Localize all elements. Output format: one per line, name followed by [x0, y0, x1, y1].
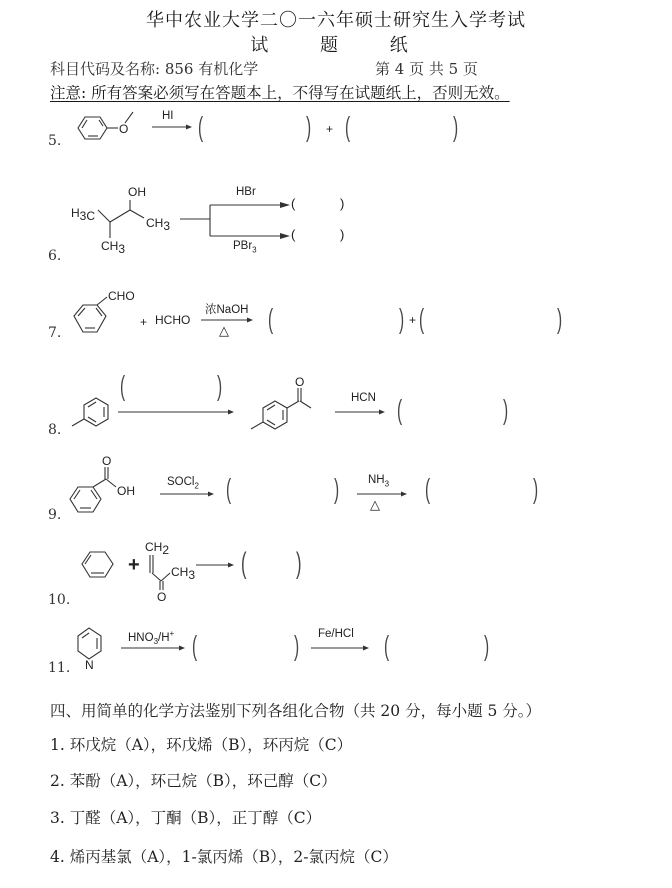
answer-blank-6a-close: ): [340, 196, 345, 211]
section-4-heading: 四、用简单的化学方法鉴别下列各组化合物（共 20 分，每小题 5 分。）: [50, 702, 542, 720]
toluene-structure: [68, 395, 124, 437]
page-info: 第 4 页 共 5 页: [375, 60, 478, 78]
pyridine-structure: [74, 624, 114, 672]
anisole-structure: [70, 108, 140, 148]
arrow-q8b: [335, 409, 385, 415]
notice-text: 注意: 所有答案必须写在答题本上，不得写在试题纸上，否则无效。: [50, 84, 510, 102]
question-number-10: 10.: [48, 592, 71, 608]
answer-blank-5a-open: (: [198, 111, 204, 142]
arrow-q11b: [311, 645, 369, 651]
svg-text:H3C: H3C: [71, 206, 96, 223]
arrow-q8a: [118, 409, 234, 415]
arrow-q5: [152, 124, 192, 130]
arrow-q11a: [121, 645, 185, 651]
answer-blank-11b-close: ): [484, 630, 490, 661]
svg-text:O: O: [295, 375, 305, 389]
answer-blank-11a-close: ): [294, 630, 300, 661]
svg-text:CH3: CH3: [146, 216, 171, 233]
svg-text:O: O: [157, 590, 167, 604]
benzoic-acid-structure: [66, 455, 156, 525]
reagent-hno3-h: $HNO_3/H^+$: [128, 629, 175, 647]
branch-arrows-q6: [180, 200, 290, 244]
answer-blank-9b-open: (: [425, 473, 431, 504]
answer-blank-8b-close: ): [503, 394, 509, 425]
svg-text:CH2: CH2: [145, 540, 170, 557]
question-number-7: 7.: [48, 325, 62, 341]
exam-title: 华中农业大学二〇一六年硕士研究生入学考试: [146, 10, 526, 31]
answer-blank-11a-open: (: [192, 630, 198, 661]
section-4-item-4: 4. 烯丙基氯（A），1-氯丙烯（B），2-氯丙烷（C）: [50, 848, 398, 866]
reactant-hcho: HCHO: [155, 313, 191, 327]
plus-sign: +: [128, 554, 140, 576]
cyclohexadiene-structure: [78, 546, 123, 586]
answer-blank-5b-close: ): [453, 111, 459, 142]
svg-text:CH3: CH3: [101, 239, 126, 256]
question-number-5: 5.: [48, 133, 62, 149]
reagent-hi: HI: [162, 110, 174, 122]
reagent-fe-hcl: Fe/HCl: [318, 628, 354, 640]
question-number-6: 6.: [48, 248, 62, 264]
arrow-q9b: [357, 491, 407, 497]
question-number-11: 11.: [48, 660, 71, 676]
4-methylacetophenone-structure: [243, 370, 323, 440]
svg-text:O: O: [102, 454, 112, 468]
answer-blank-9a-close: ): [334, 473, 340, 504]
answer-blank-7b-open: (: [419, 303, 425, 334]
plus-sign: +: [409, 313, 417, 327]
section-4-item-2: 2. 苯酚（A），环己烷（B），环己醇（C）: [50, 772, 337, 790]
answer-blank-8a-close: ): [217, 370, 223, 401]
answer-blank-10-close: ): [296, 547, 302, 580]
svg-text:OH: OH: [128, 185, 146, 199]
answer-blank-9a-open: (: [226, 473, 232, 504]
3-methyl-2-butanol-structure: [68, 180, 178, 260]
svg-text:CH3: CH3: [171, 565, 196, 582]
section-4-item-3: 3. 丁醛（A），丁酮（B），正丁醇（C）: [50, 809, 322, 827]
methyl-vinyl-ketone-structure: [140, 537, 200, 602]
heat-symbol: △: [219, 323, 229, 338]
svg-text:OH: OH: [117, 484, 135, 498]
arrow-q10: [196, 562, 234, 568]
answer-blank-8b-open: (: [397, 394, 403, 425]
answer-blank-6b-open: (: [291, 227, 296, 242]
subject-label: 科目代码及名称: 856 有机化学: [50, 60, 259, 78]
section-4-item-1: 1. 环戊烷（A），环戊烯（B），环丙烷（C）: [50, 736, 353, 754]
reagent-hcn: HCN: [351, 392, 376, 404]
answer-blank-7a-close: ): [399, 303, 405, 334]
plus-sign: +: [140, 315, 148, 329]
reagent-hbr: HBr: [236, 186, 256, 198]
heat-symbol: △: [370, 497, 380, 512]
answer-blank-6b-close: ): [340, 227, 345, 242]
reagent-conc-naoh: 浓NaOH: [205, 304, 249, 316]
reagent-socl2: SOCl$_2$: [167, 476, 199, 491]
answer-blank-6a-open: (: [291, 196, 296, 211]
arrow-q9a: [160, 491, 214, 497]
answer-blank-11b-open: (: [384, 630, 390, 661]
question-number-9: 9.: [48, 507, 62, 523]
answer-blank-5a-close: ): [306, 111, 312, 142]
plus-sign: +: [326, 122, 334, 136]
answer-blank-7b-close: ): [557, 303, 563, 334]
answer-blank-8a-open: (: [120, 370, 126, 401]
svg-text:CHO: CHO: [108, 289, 135, 303]
svg-text:N: N: [85, 658, 94, 672]
question-number-8: 8.: [48, 422, 62, 438]
answer-blank-9b-close: ): [533, 473, 539, 504]
answer-blank-7a-open: (: [268, 303, 274, 334]
reagent-pbr3: PBr$_3$: [233, 240, 257, 255]
answer-blank-5b-open: (: [345, 111, 351, 142]
svg-text:O: O: [119, 122, 129, 136]
reagent-nh3: $NH_3$: [368, 474, 390, 489]
answer-blank-10-open: (: [241, 547, 247, 580]
exam-subtitle: 试 题 纸: [250, 35, 422, 56]
